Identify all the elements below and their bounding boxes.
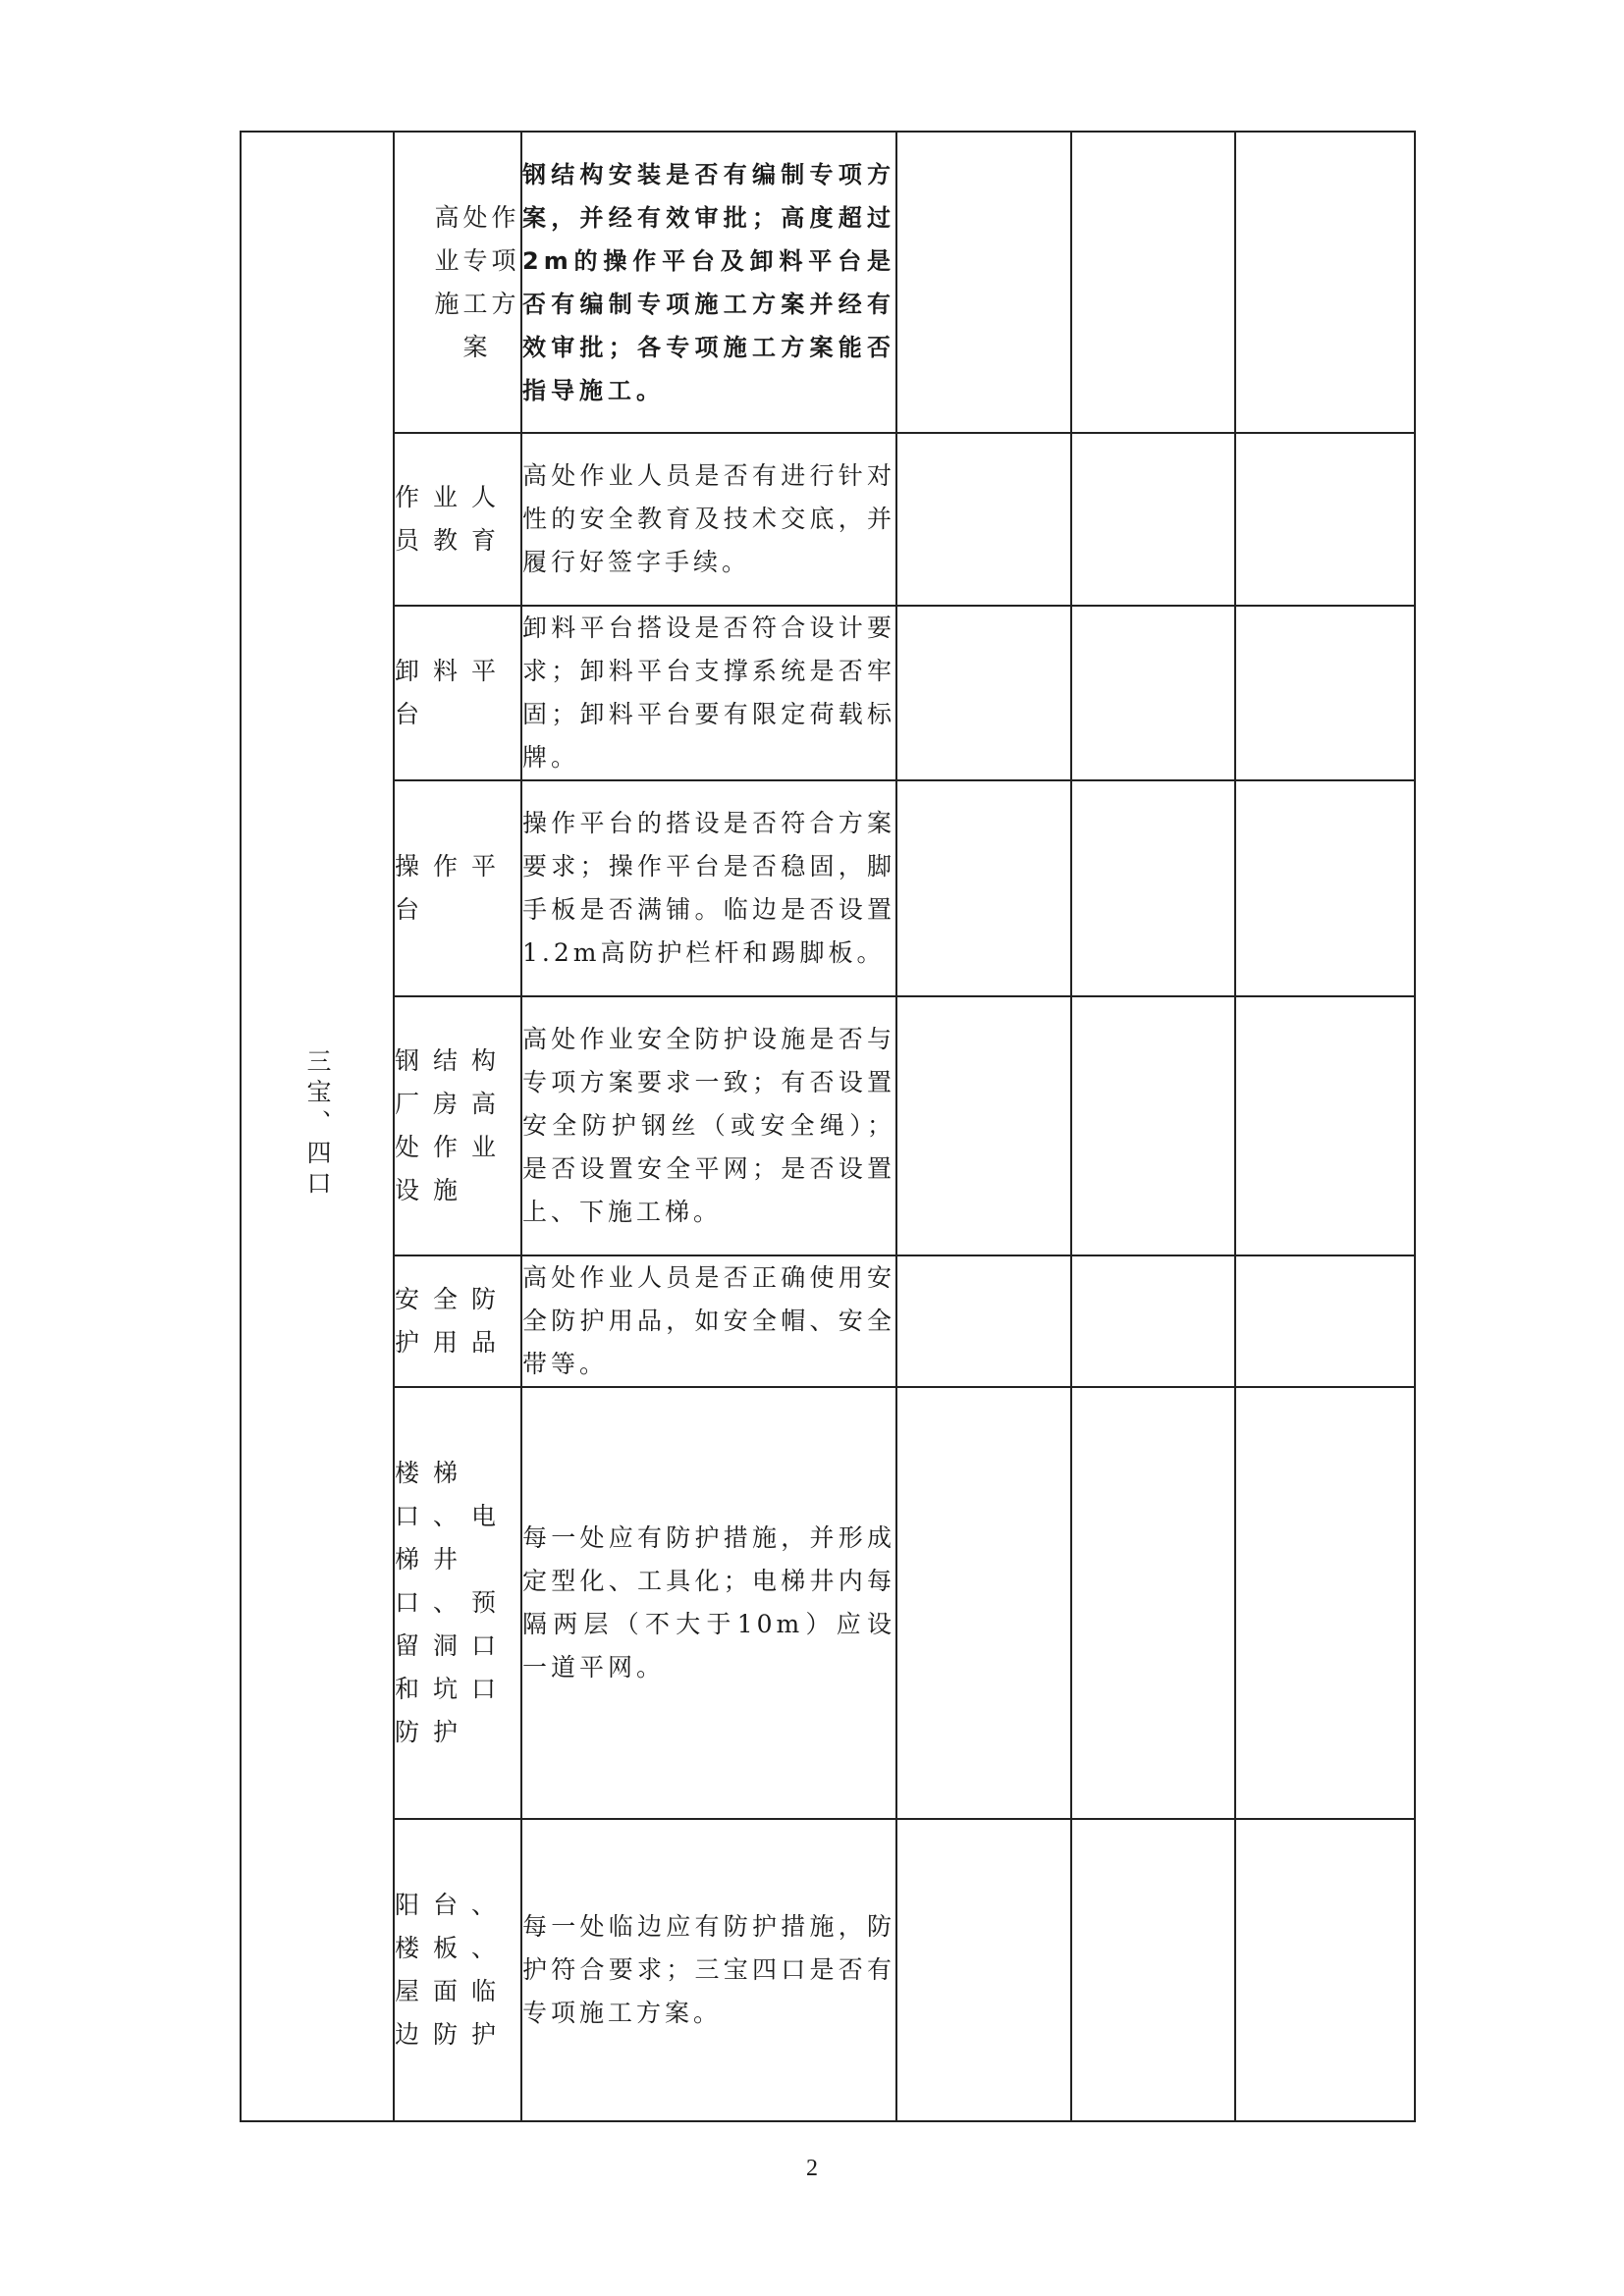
description-text: 高处作业人员是否有进行针对性的安全教育及技术交底，并履行好签字手续。 xyxy=(522,461,895,576)
description-text: 每一处临边应有防护措施，防护符合要求；三宝四口是否有专项施工方案。 xyxy=(522,1912,895,2027)
blank-cell xyxy=(1071,996,1235,1255)
item-cell xyxy=(394,433,521,606)
category-cell xyxy=(241,132,394,2121)
description-text: 操作平台的搭设是否符合方案要求；操作平台是否稳固，脚手板是否满铺。临边是否设置1.2m高防护栏杆和踢脚板。 xyxy=(522,809,895,967)
description-text: 钢结构安装是否有编制专项方案，并经有效审批；高度超过2m的操作平台及卸料平台是否有编制专项施工方案并经有效审批；各专项施工方案能否指导施工。 xyxy=(522,160,895,404)
blank-cell xyxy=(896,433,1071,606)
item-label: 阳台、楼板、屋面临边防护 xyxy=(395,1891,511,2049)
description-cell xyxy=(521,1819,896,2121)
blank-cell xyxy=(1235,1819,1415,2121)
description-cell xyxy=(521,606,896,780)
blank-cell xyxy=(1071,606,1235,780)
inspection-table xyxy=(240,131,1416,2122)
description-cell xyxy=(521,780,896,996)
item-cell xyxy=(394,606,521,780)
item-label: 高处作业专项施工方案 xyxy=(434,202,520,361)
blank-cell xyxy=(1071,780,1235,996)
blank-cell xyxy=(896,780,1071,996)
description-cell xyxy=(521,1387,896,1819)
item-label: 钢结构厂房高处作业设施 xyxy=(395,1046,511,1204)
blank-cell xyxy=(896,132,1071,433)
blank-cell xyxy=(1235,1255,1415,1387)
blank-cell xyxy=(896,996,1071,1255)
item-cell xyxy=(394,1819,521,2121)
table-row xyxy=(241,1387,1415,1819)
description-text: 高处作业人员是否正确使用安全防护用品，如安全帽、安全带等。 xyxy=(522,1263,895,1378)
page-number: 2 xyxy=(806,2156,818,2181)
blank-cell xyxy=(1071,1819,1235,2121)
category-label: 三宝、四口 xyxy=(303,1048,332,1201)
blank-cell xyxy=(1071,1255,1235,1387)
table-row xyxy=(241,996,1415,1255)
description-cell xyxy=(521,996,896,1255)
item-cell xyxy=(394,1387,521,1819)
item-label: 作业人员教育 xyxy=(395,483,511,555)
blank-cell xyxy=(1235,996,1415,1255)
item-label: 楼梯口、电梯井口、预留洞口和坑口防护 xyxy=(395,1459,511,1746)
description-cell xyxy=(521,1255,896,1387)
blank-cell xyxy=(1071,433,1235,606)
blank-cell xyxy=(896,1819,1071,2121)
item-cell xyxy=(394,1255,521,1387)
blank-cell xyxy=(1235,1387,1415,1819)
blank-cell xyxy=(896,1387,1071,1819)
description-text: 每一处应有防护措施，并形成定型化、工具化；电梯井内每隔两层（不大于10m）应设一道平网。 xyxy=(522,1523,895,1682)
description-cell xyxy=(521,433,896,606)
description-text: 高处作业安全防护设施是否与专项方案要求一致；有否设置安全防护钢丝（或安全绳）；是否设置安全平网；是否设置上、下施工梯。 xyxy=(522,1025,895,1226)
table-row xyxy=(241,606,1415,780)
item-label: 操作平台 xyxy=(395,852,511,924)
blank-cell xyxy=(1071,132,1235,433)
item-cell xyxy=(394,780,521,996)
item-cell xyxy=(394,996,521,1255)
table-row xyxy=(241,132,1415,433)
blank-cell xyxy=(1235,132,1415,433)
table-row xyxy=(241,1255,1415,1387)
table-row xyxy=(241,433,1415,606)
blank-cell xyxy=(1235,433,1415,606)
blank-cell xyxy=(896,1255,1071,1387)
description-text: 卸料平台搭设是否符合设计要求；卸料平台支撑系统是否牢固；卸料平台要有限定荷载标牌。 xyxy=(522,614,895,772)
blank-cell xyxy=(896,606,1071,780)
table-row xyxy=(241,1819,1415,2121)
blank-cell xyxy=(1235,606,1415,780)
blank-cell xyxy=(1235,780,1415,996)
item-label: 安全防护用品 xyxy=(395,1285,511,1357)
item-cell xyxy=(394,132,521,433)
description-cell xyxy=(521,132,896,433)
table-row xyxy=(241,780,1415,996)
blank-cell xyxy=(1071,1387,1235,1819)
item-label: 卸料平台 xyxy=(395,657,511,728)
